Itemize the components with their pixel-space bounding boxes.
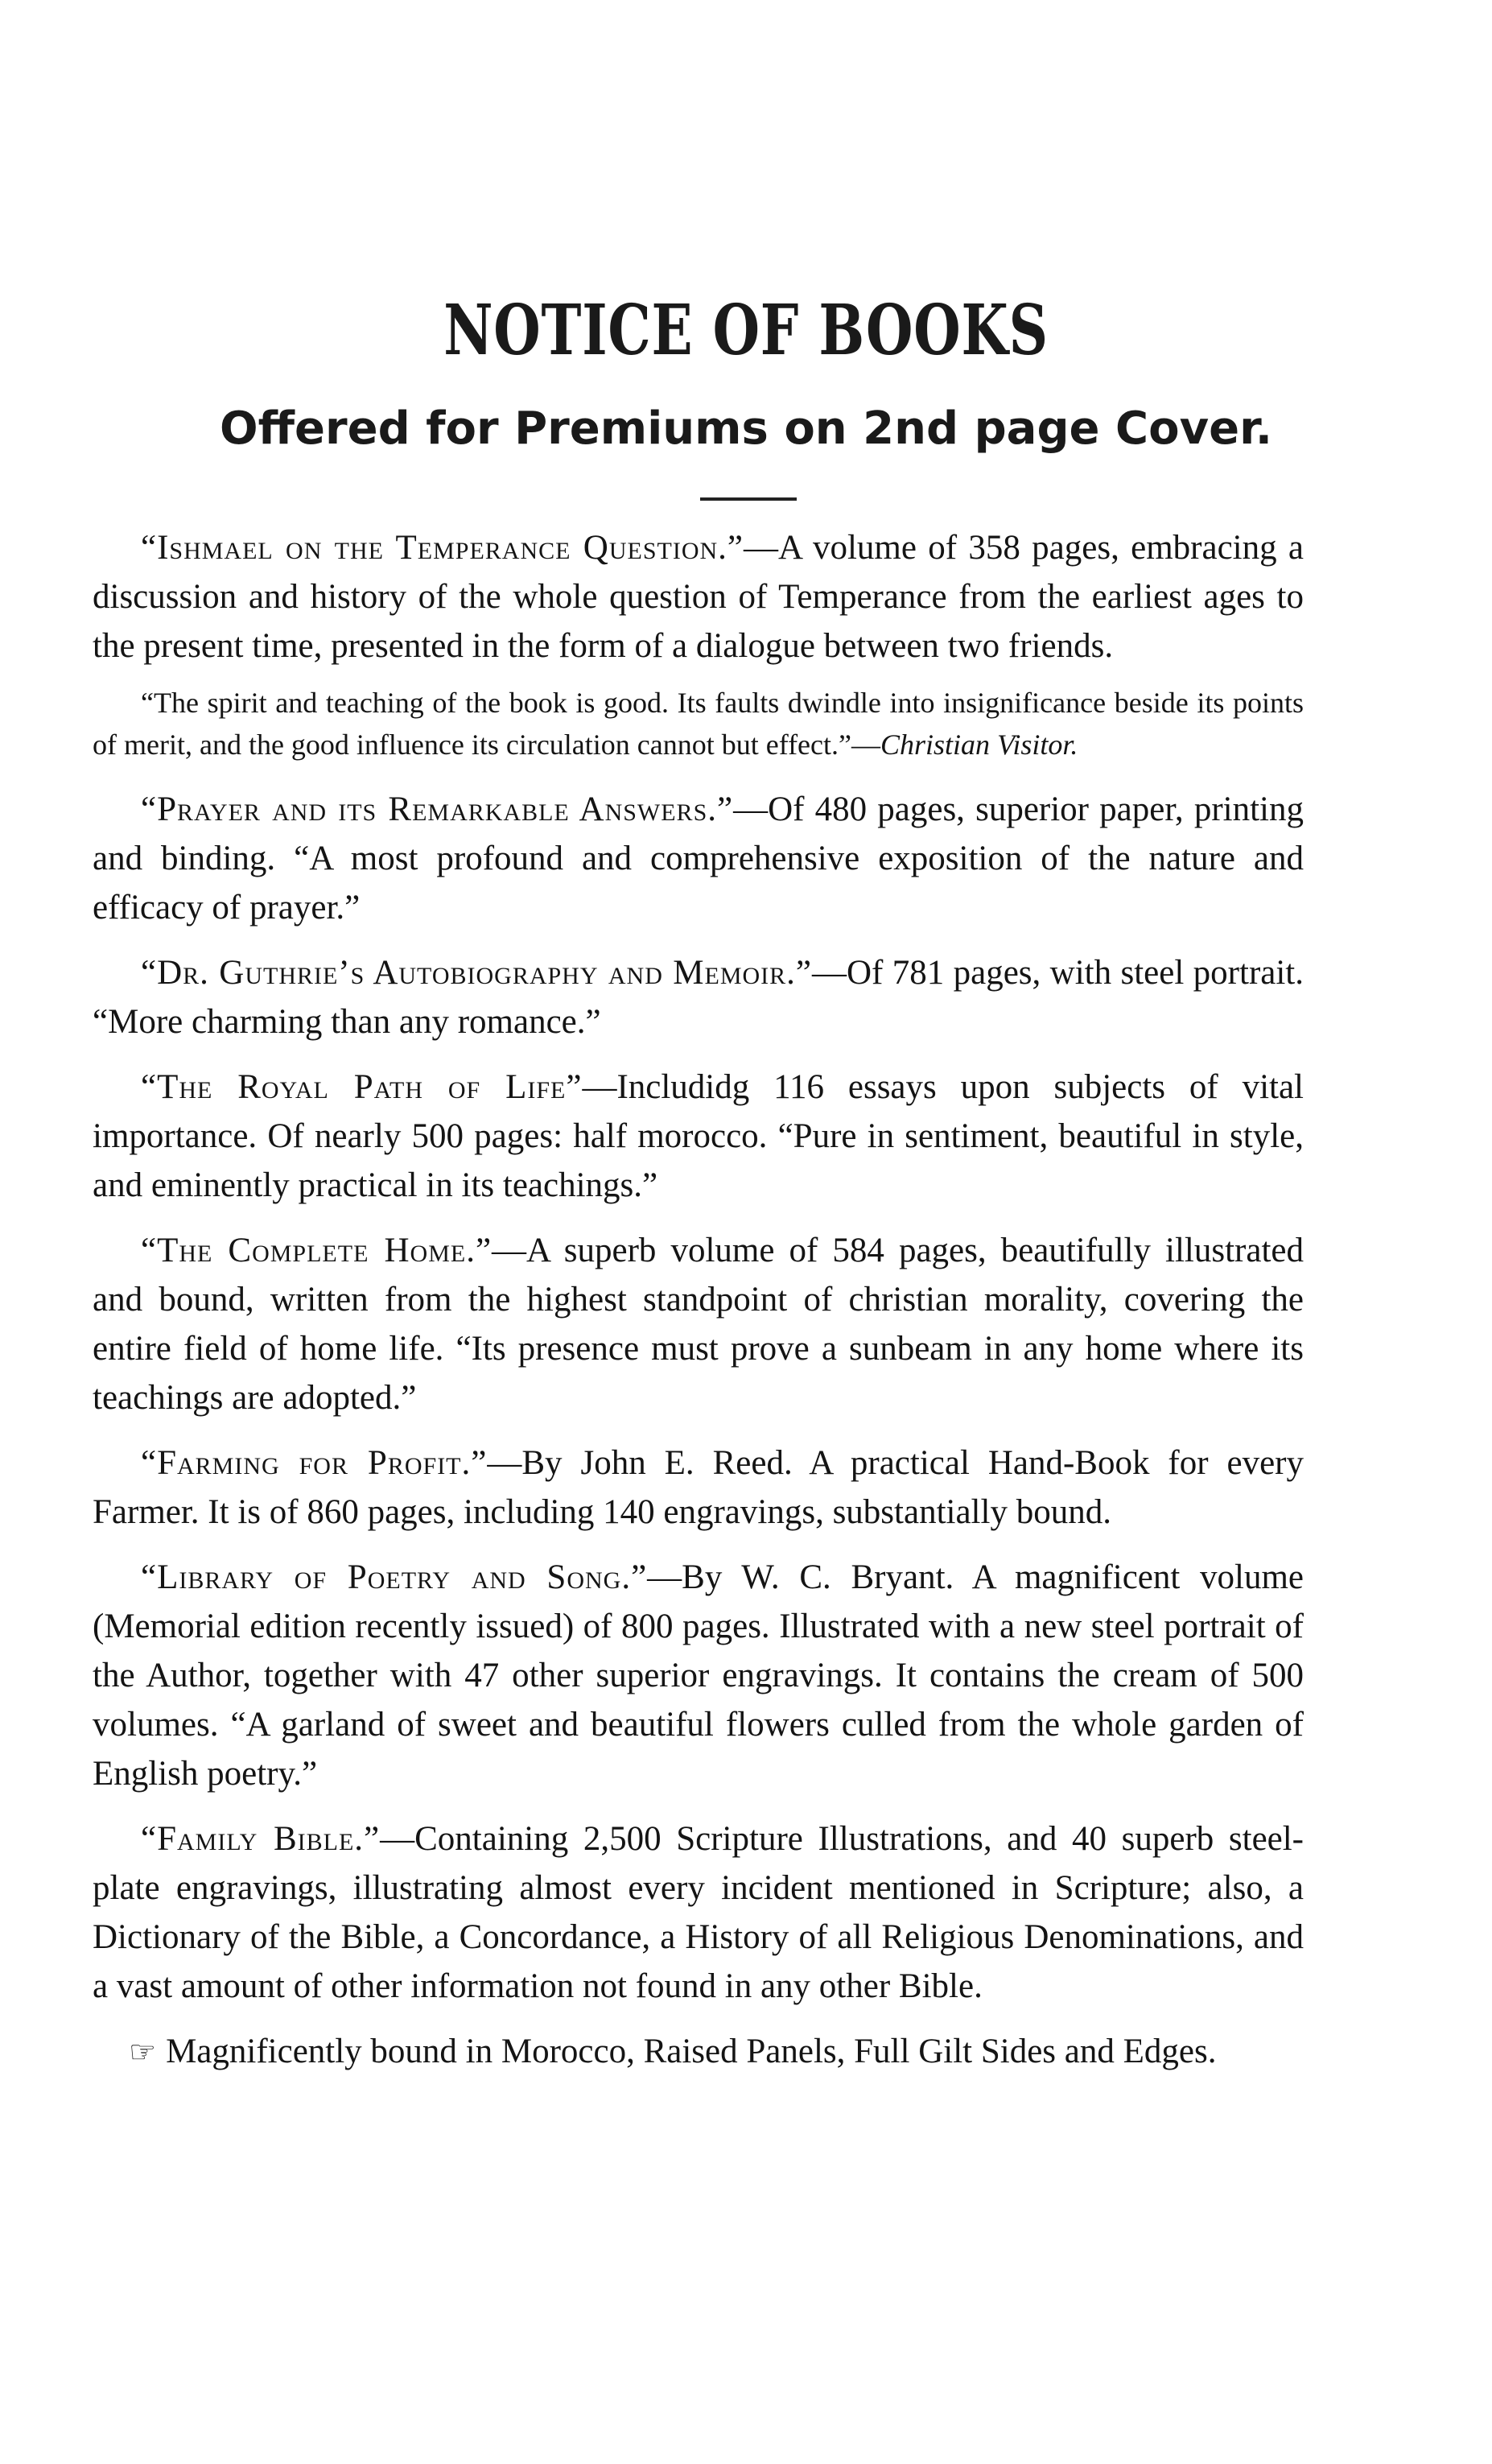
book-heading: “The Complete Home.” [141,1232,493,1269]
book-description: —A superb volume of 584 pages, beautifully illustrated and bound, written from the highest standpoint of christian morality, covering the entire field of home life. “Its presence must prove a sunbeam in any home where its teachings are adopted.” [93,1232,1304,1417]
book-heading: “Farming for Profit.” [141,1444,488,1482]
book-heading: “Library of Poetry and Song.” [141,1558,648,1596]
book-entry-family-bible [93,1814,1304,2011]
book-description: —Includidg 116 essays upon subjects of vital importance. Of nearly 500 pages: half morocco. “Pure in sentiment, beautiful in style, and eminently practical in its teachings.” [93,1068,1304,1204]
book-description: —A volume of 358 pages, embracing a discussion and history of the whole question of Temperance from the earliest ages to the present time, presented in the form of a dialogue between two friends. [93,529,1304,665]
book-description: —By W. C. Bryant. A magnificent volume (Memorial edition recently issued) of 800 pages. Illustrated with a new steel portrait of the Author, together with 47 other superior engravings. It contains the cream of 500 volumes. “A garland of sweet and beautiful flowers culled from the whole garden of English poetry.” [93,1558,1304,1793]
review-quote [93,682,1304,766]
book-heading: “The Royal Path of Life” [141,1068,583,1106]
book-heading: “Dr. Guthrie’s Autobiography and Memoir.” [141,954,812,992]
review-attribution: Christian Visitor. [880,728,1078,761]
book-entry-ishmael [93,523,1304,671]
book-description: —Containing 2,500 Scripture Illustrations, and 40 superb steel-plate engravings, illustrating almost every incident mentioned in Scripture; also, a Dictionary of the Bible, a Concordance, a History of all Religious Denominations, and a vast amount of other information not found in any other Bible. [93,1820,1304,2005]
title-rule [700,497,797,501]
binding-note [93,2027,1304,2078]
book-entry-prayer [93,785,1304,932]
book-heading: “Family Bible.” [141,1820,381,1858]
pointing-hand-icon: ☞ [129,2036,157,2070]
book-entry-royal-path [93,1063,1304,1210]
book-description: —Of 480 pages, superior paper, printing and binding. “A most profound and comprehensive exposition of the nature and efficacy of prayer.” [93,790,1304,927]
page-subtitle: Offered for Premiums on 2nd page Cover. [220,402,1272,455]
book-heading: “Prayer and its Remarkable Answers.” [141,790,734,828]
page-title: NOTICE OF BOOKS [443,290,1049,371]
book-entry-guthrie [93,948,1304,1046]
book-description: —Of 781 pages, with steel portrait. “More charming than any romance.” [93,954,1304,1041]
review-text: “The spirit and teaching of the book is good. Its faults dwindle into insignificance beside its points of merit, and the good influence its circulation cannot but effect.”— [93,687,1304,761]
book-description: —By John E. Reed. A practical Hand-Book for every Farmer. It is of 860 pages, including 140 engravings, substantially bound. [93,1444,1304,1531]
book-heading: “Ishmael on the Temperance Question.” [141,529,744,567]
book-entry-poetry [93,1553,1304,1798]
book-list [93,523,1304,2078]
book-entry-farming [93,1438,1304,1537]
binding-note-text: Magnificently bound in Morocco, Raised Panels, Full Gilt Sides and Edges. [166,2033,1217,2070]
book-entry-complete-home [93,1226,1304,1422]
